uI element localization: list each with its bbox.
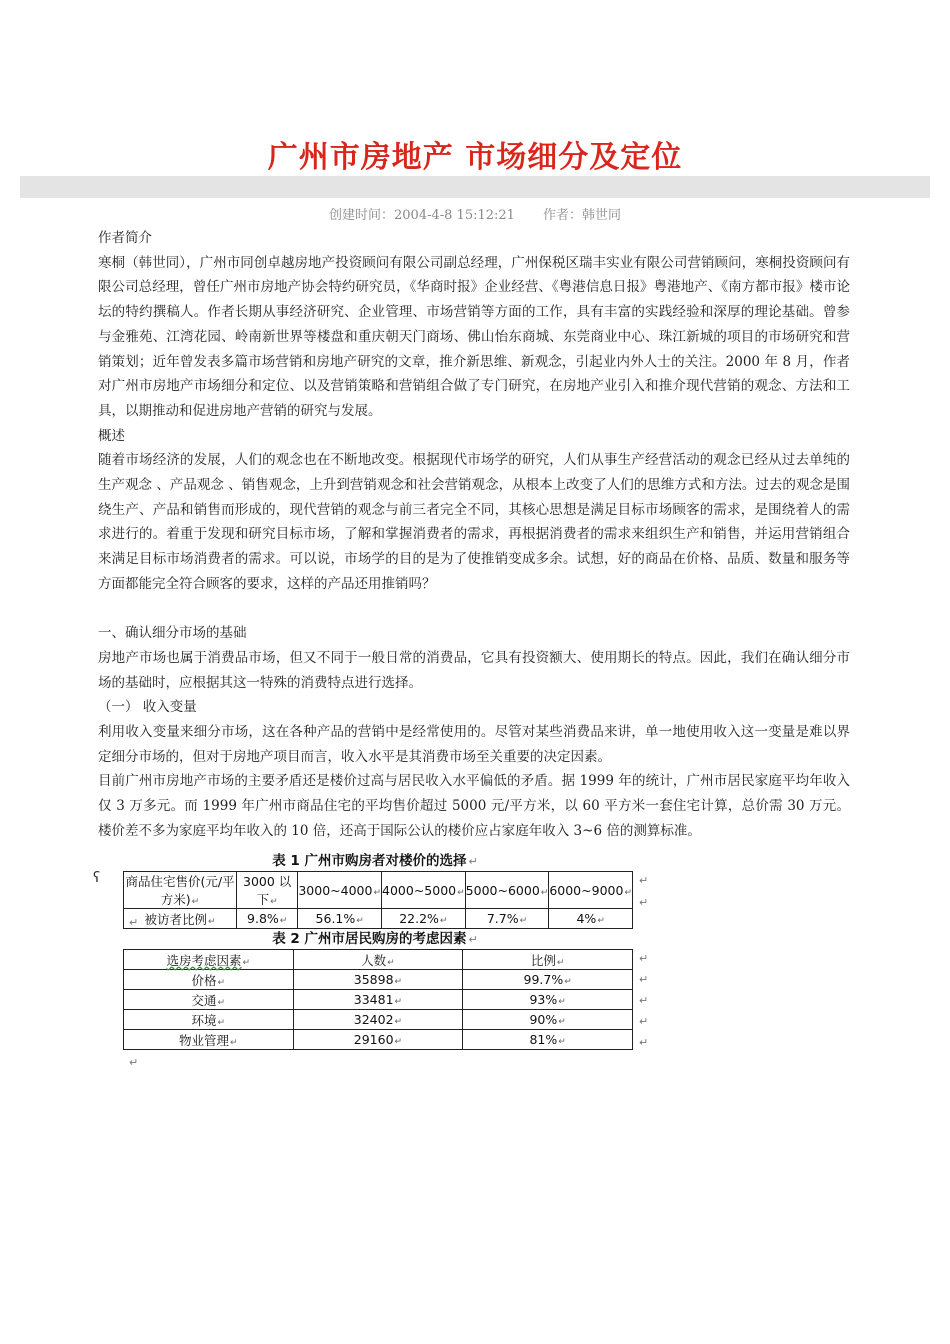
table2-header-cell: 人数↵ — [293, 950, 463, 970]
table2-cell: 32402↵ — [293, 1010, 463, 1030]
table1-image — [93, 852, 655, 929]
table1-cell: 9.8%↵ — [236, 909, 297, 929]
table2-header-cell: 选房考虑因素↵ — [124, 950, 294, 970]
author: 作者：韩世同 — [542, 208, 621, 223]
table1-caption: 表 1 广州市购房者对楼价的选择 ↵ — [272, 853, 478, 869]
row-end-mark: ↵ — [639, 952, 649, 965]
table-row — [124, 990, 633, 1010]
table2-cell: 90%↵ — [463, 1010, 633, 1030]
table2-cell: 35898↵ — [293, 970, 463, 990]
table2-cell: 29160↵ — [293, 1030, 463, 1050]
title-divider-bar — [20, 176, 930, 198]
heading-author-intro: 作者简介 — [98, 230, 152, 246]
table1-cell: 4%↵ — [549, 909, 633, 929]
table2-cell: 环境↵ — [124, 1010, 294, 1030]
table1-cell: 22.2%↵ — [382, 909, 466, 929]
paragraph-section-1: 房地产市场也属于消费品市场，但又不同于一般日常的消费品，它具有投资额大、使用期长的特点。因此，我们在确认细分市场的基础时，应根据其这一特殊的消费特点进行选择。 — [98, 649, 850, 691]
heading-income-variable: （一） 收入变量 — [98, 699, 197, 716]
table1-header-cell: 4000~5000↵ — [382, 872, 466, 909]
paragraph-overview: 随着市场经济的发展，人们的观念也在不断地改变。根据现代市场学的研究，人们从事生产经营活动的观念已经从过去单纯的生产观念 、产品观念 、销售观念，上升到营销观念和社会营销观念，从根本上改变了人们的思维方式和方法。过去的观念是围绕生产、产品和销售而形成的，现代营销的观念与前三者完全不同，其核心思想是满足目标市场顾客的需求，是围绕着人的需求进行的。着重于发现和研究目标市场，了解和掌握消费者的需求，再根据消费者的需求来组织生产和销售，并运用营销组合来满足目标市场消费者的需求。可以说，市场学的目的是为了使推销变成多余。试想，好的商品在价格、品质、数量和服务等方面都能完全符合顾客的要求，这样的产品还用推销吗？ — [98, 452, 850, 592]
blank-line — [98, 597, 850, 622]
table2-cell: 33481↵ — [293, 990, 463, 1010]
table1-header-cell: 6000~9000↵ — [549, 872, 633, 909]
table1-header-cell: 商品住宅售价(元/平方米)↵ — [124, 872, 237, 909]
table2-header-cell: 比例↵ — [463, 950, 633, 970]
table2-image — [95, 930, 655, 1069]
table2-cell: 93%↵ — [463, 990, 633, 1010]
edge-mark: ʕ — [93, 870, 101, 886]
table2-caption: 表 2 广州市居民购房的考虑因素 ↵ — [272, 931, 478, 947]
article-meta — [0, 204, 950, 223]
article-body — [98, 226, 850, 844]
paragraph-mark: ↵ — [129, 916, 139, 929]
table2-cell: 99.7%↵ — [463, 970, 633, 990]
table-row — [124, 950, 633, 970]
row-end-mark: ↵ — [639, 896, 649, 909]
table1-header-cell: 5000~6000↵ — [465, 872, 549, 909]
table1-cell: 56.1%↵ — [298, 909, 382, 929]
table2-cell: 价格↵ — [124, 970, 294, 990]
table1-header-cell: 3000~4000↵ — [298, 872, 382, 909]
row-end-mark: ↵ — [639, 1015, 649, 1028]
document-title: 广州市房地产 市场细分及定位 — [267, 140, 683, 175]
row-end-mark: ↵ — [639, 874, 649, 887]
table2-cell: 81%↵ — [463, 1030, 633, 1050]
table-row — [124, 970, 633, 990]
row-end-mark: ↵ — [639, 973, 649, 986]
created-time: 创建时间：2004-4-8 15:12:21 — [329, 208, 515, 223]
heading-section-1: 一、确认细分市场的基础 — [98, 625, 247, 642]
table2 — [123, 949, 633, 1050]
table-row — [124, 1030, 633, 1050]
paragraph-income-1: 利用收入变量来细分市场，这在各种产品的营销中是经常使用的。尽管对某些消费品来讲，单一地使用收入这一变量是难以界定细分市场的，但对于房地产项目而言，收入水平是其消费市场至关重要的决定因素。 — [98, 724, 850, 765]
table-row — [124, 872, 633, 909]
paragraph-author-intro: 寒桐（韩世同），广州市同创卓越房地产投资顾问有限公司副总经理，广州保税区瑞丰实业有限公司营销顾问，寒桐投资顾问有限公司总经理，曾任广州市房地产协会特约研究员，《华商时报》企业经营、《粤港信息日报》粤港地产、《南方都市报》楼市论坛的特约撰稿人。作者长期从事经济研究、企业管理、市场营销等方面的工作，具有丰富的实践经验和深厚的理论基础。曾参与金雅苑、江湾花园、岭南新世界等楼盘和重庆朝天门商场、佛山怡东商城、东莞商业中心、珠江新城的项目的市场研究和营销策划；近年曾发表多篇市场营销和房地产研究的文章，推介新思维、新观念，引起业内外人士的关注。2000 年 8 月，作者对广州市房地产市场细分和定位、以及营销策略和营销组合做了专门研究，在房地产业引入和推介现代营销的观念、方法和工具，以期推动和促进房地产营销的研究与发展。 — [98, 254, 850, 419]
table2-cell: 物业管理↵ — [124, 1030, 294, 1050]
table1 — [123, 871, 633, 929]
table-row — [124, 909, 633, 929]
paragraph-mark: ↵ — [129, 1056, 139, 1069]
heading-overview: 概述 — [98, 427, 125, 444]
table1-cell: 7.7%↵ — [465, 909, 549, 929]
row-end-mark: ↵ — [639, 994, 649, 1007]
table1-header-cell: 3000 以下↵ — [236, 872, 297, 909]
paragraph-income-2: 目前广州市房地产市场的主要矛盾还是楼价过高与居民收入水平偏低的矛盾。据 1999 年的统计，广州市居民家庭平均年收入仅 3 万多元。而 1999 年广州市商品住宅的平均售价超过 5000 元/平方米，以 60 平方米一套住宅计算，总价需 30 万元。楼价差不多为家庭平均年收入的 10 倍，还高于国际公认的楼价应占家庭年收入 3~6 倍的测算标准。 — [98, 773, 850, 839]
table-row — [124, 1010, 633, 1030]
row-end-mark: ↵ — [639, 1036, 649, 1049]
table2-cell: 交通↵ — [124, 990, 294, 1010]
table1-cell: 被访者比例↵ — [124, 909, 237, 929]
